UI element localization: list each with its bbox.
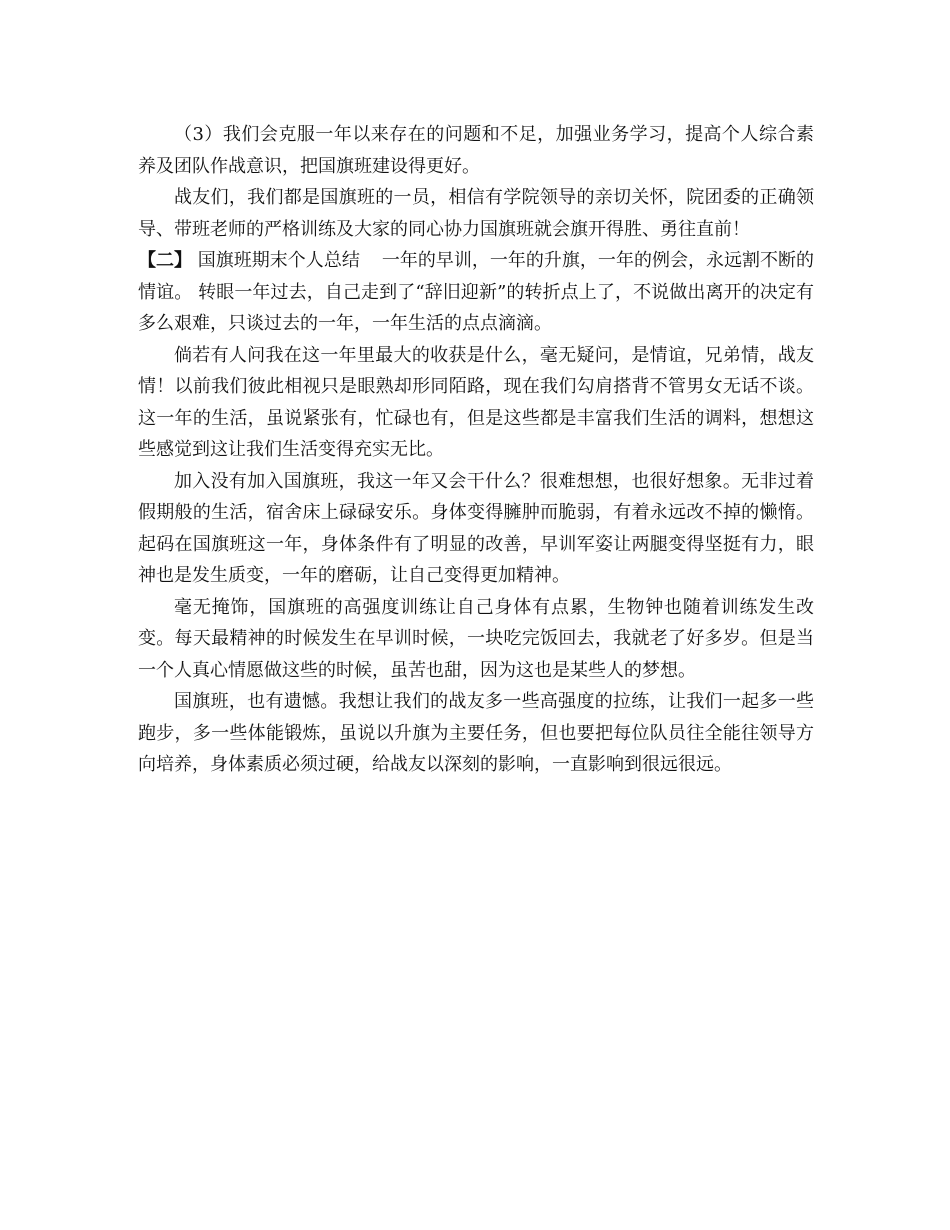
paragraph-regrets: 国旗班，也有遗憾。我想让我们的战友多一些高强度的拉练，让我们一起多一些跑步，多一些体能锻炼，虽说以升旗为主要任务，但也要把每位队员往全能往领导方向培养，身体素质必须过硬，给战友以深刻的影响，一直影响到很远很远。 [138,691,814,775]
section-lead-text: 一年的早训，一年的升旗，一年的例会，永远割不断的情谊。 转眼一年过去，自己走到了“辞旧迎新”的转折点上了，不说做出离开的决定有多么艰难，只谈过去的一年，一年生活的点点滴滴。 [138,250,815,334]
paragraph-training: 毫无掩饰，国旗班的高强度训练让自己身体有点累，生物钟也随着训练发生改变。每天最精神的时候发生在早训时候，一块吃完饭回去，我就老了好多岁。但是当一个人真心情愿做这些的时候，虽苦也甜，因为这也是某些人的梦想。 [138,596,814,681]
paragraph-joining: 加入没有加入国旗班，我这一年又会干什么？很难想想，也很好想象。无非过着假期般的生活，宿舍床上碌碌安乐。身体变得臃肿而脆弱，有着永远改不掉的懒惰。起码在国旗班这一年，身体条件有了明显的改善，早训军姿让两腿变得坚挺有力，眼神也是发生质变，一年的磨砺，让自己变得更加精神。 [138,470,814,586]
section-two-heading-paragraph [138,245,814,340]
paragraph-comrades: 战友们，我们都是国旗班的一员，相信有学院领导的亲切关怀，院团委的正确领导、带班老师的严格训练及大家的同心协力国旗班就会旗开得胜、勇往直前！ [138,187,814,240]
section-number: 【二】 [138,250,193,271]
section-title: 国旗班期末个人总结 [197,250,360,271]
paragraph-friendship: 倘若有人问我在这一年里最大的收获是什么，毫无疑问，是情谊，兄弟情，战友情！以前我们彼此相视只是眼熟却形同陌路，现在我们勾肩搭背不管男女无话不谈。这一年的生活，虽说紧张有，忙碌也有，但是这些都是丰富我们生活的调料，想想这些感觉到这让我们生活变得充实无比。 [138,344,814,460]
document-body [138,119,814,781]
paragraph-point-3: （3）我们会克服一年以来存在的问题和不足，加强业务学习，提高个人综合素养及团队作战意识，把国旗班建设得更好。 [138,124,814,177]
